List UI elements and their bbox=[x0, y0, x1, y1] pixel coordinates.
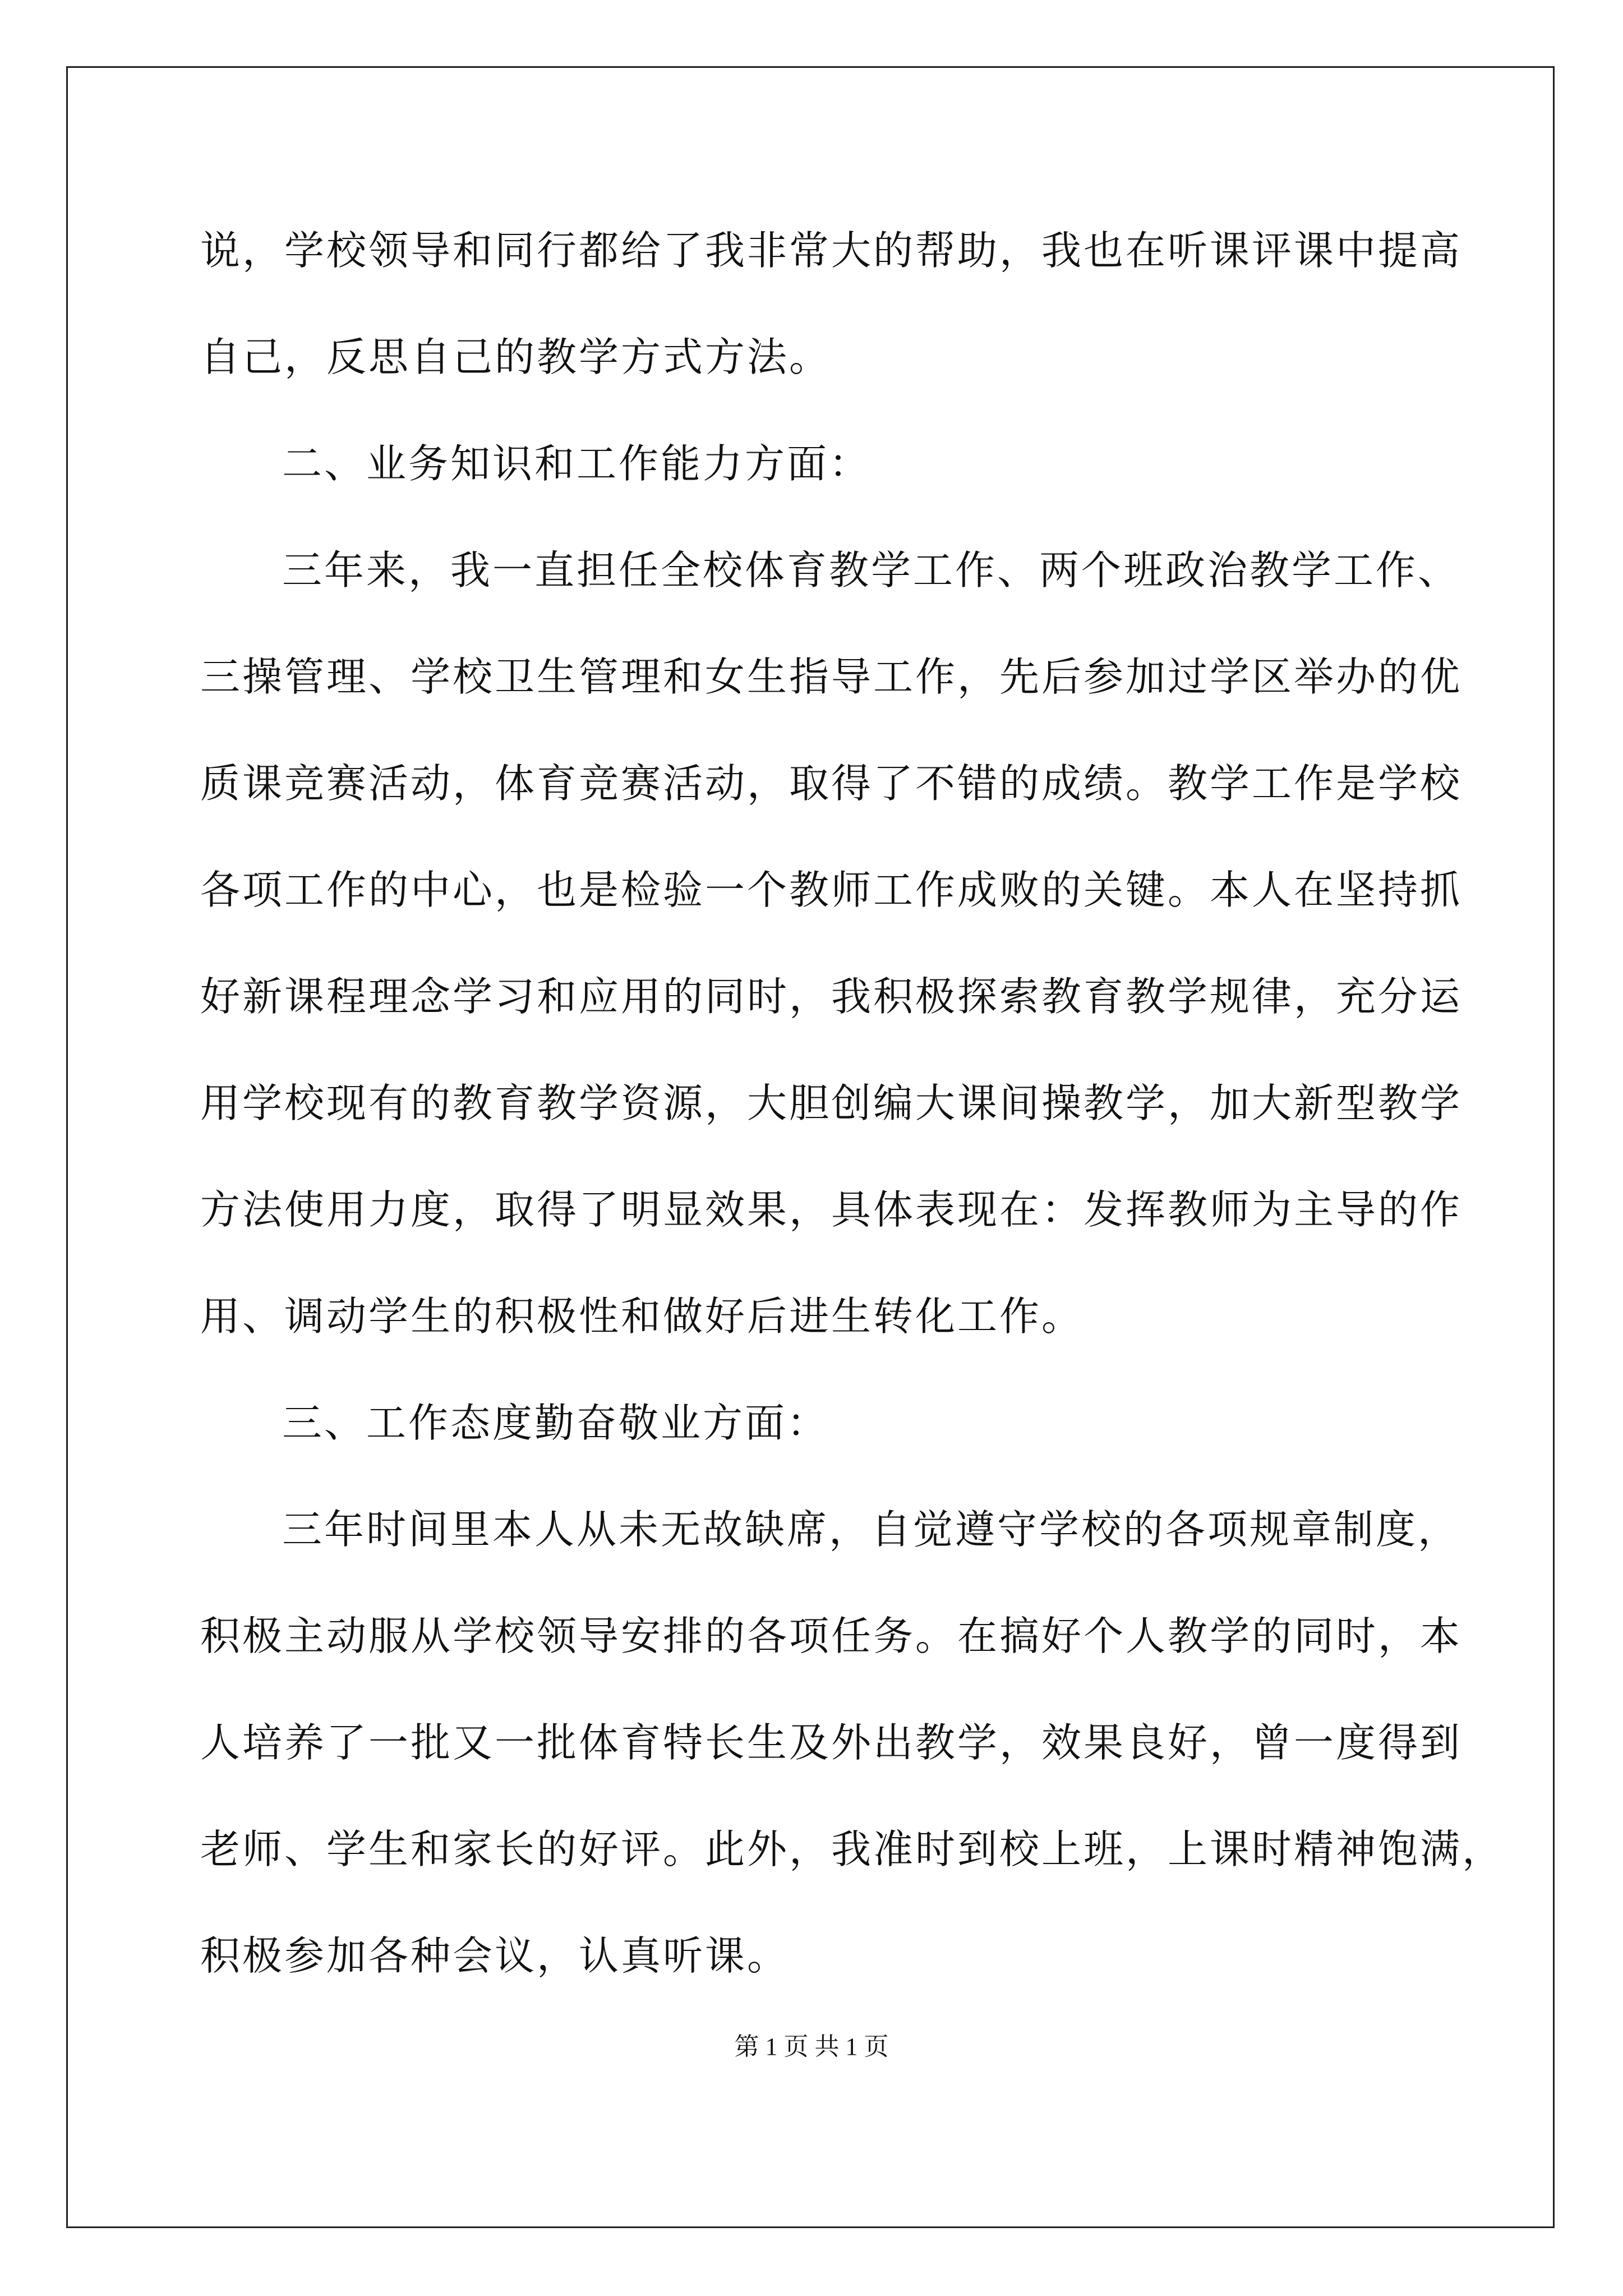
text-line: 说，学校领导和同行都给了我非常大的帮助，我也在听课评课中提高 bbox=[200, 227, 1463, 274]
section-heading: 三、工作态度勤奋敬业方面： bbox=[282, 1400, 829, 1446]
text-line: 人培养了一批又一批体育特长生及外出教学，效果良好，曾一度得到 bbox=[200, 1719, 1463, 1766]
text-line: 用学校现有的教育教学资源，大胆创编大课间操教学，加大新型教学 bbox=[200, 1080, 1463, 1126]
text-line: 积极主动服从学校领导安排的各项任务。在搞好个人教学的同时，本 bbox=[200, 1613, 1463, 1659]
document-body bbox=[200, 209, 1505, 2021]
text-line: 各项工作的中心，也是检验一个教师工作成败的关键。本人在坚持抓 bbox=[200, 867, 1463, 913]
text-line: 老师、学生和家长的好评。此外，我准时到校上班，上课时精神饱满， bbox=[200, 1826, 1505, 1872]
text-line: 三年时间里本人从未无故缺席，自觉遵守学校的各项规章制度， bbox=[282, 1506, 1460, 1553]
text-line: 好新课程理念学习和应用的同时，我积极探索教育教学规律，充分运 bbox=[200, 973, 1463, 1020]
text-line: 质课竞赛活动，体育竞赛活动，取得了不错的成绩。教学工作是学校 bbox=[200, 760, 1463, 807]
text-line: 三年来，我一直担任全校体育教学工作、两个班政治教学工作、 bbox=[282, 547, 1460, 593]
page-number-footer: 第 1 页 共 1 页 bbox=[734, 2033, 889, 2060]
section-heading: 二、业务知识和工作能力方面： bbox=[282, 440, 872, 487]
text-line: 用、调动学生的积极性和做好后进生转化工作。 bbox=[200, 1293, 1084, 1340]
text-line: 方法使用力度，取得了明显效果，具体表现在：发挥教师为主导的作 bbox=[200, 1186, 1463, 1233]
text-line: 自己，反思自己的教学方式方法。 bbox=[200, 334, 832, 380]
text-line: 三操管理、学校卫生管理和女生指导工作，先后参加过学区举办的优 bbox=[200, 654, 1463, 700]
text-line: 积极参加各种会议，认真听课。 bbox=[200, 1932, 790, 1979]
